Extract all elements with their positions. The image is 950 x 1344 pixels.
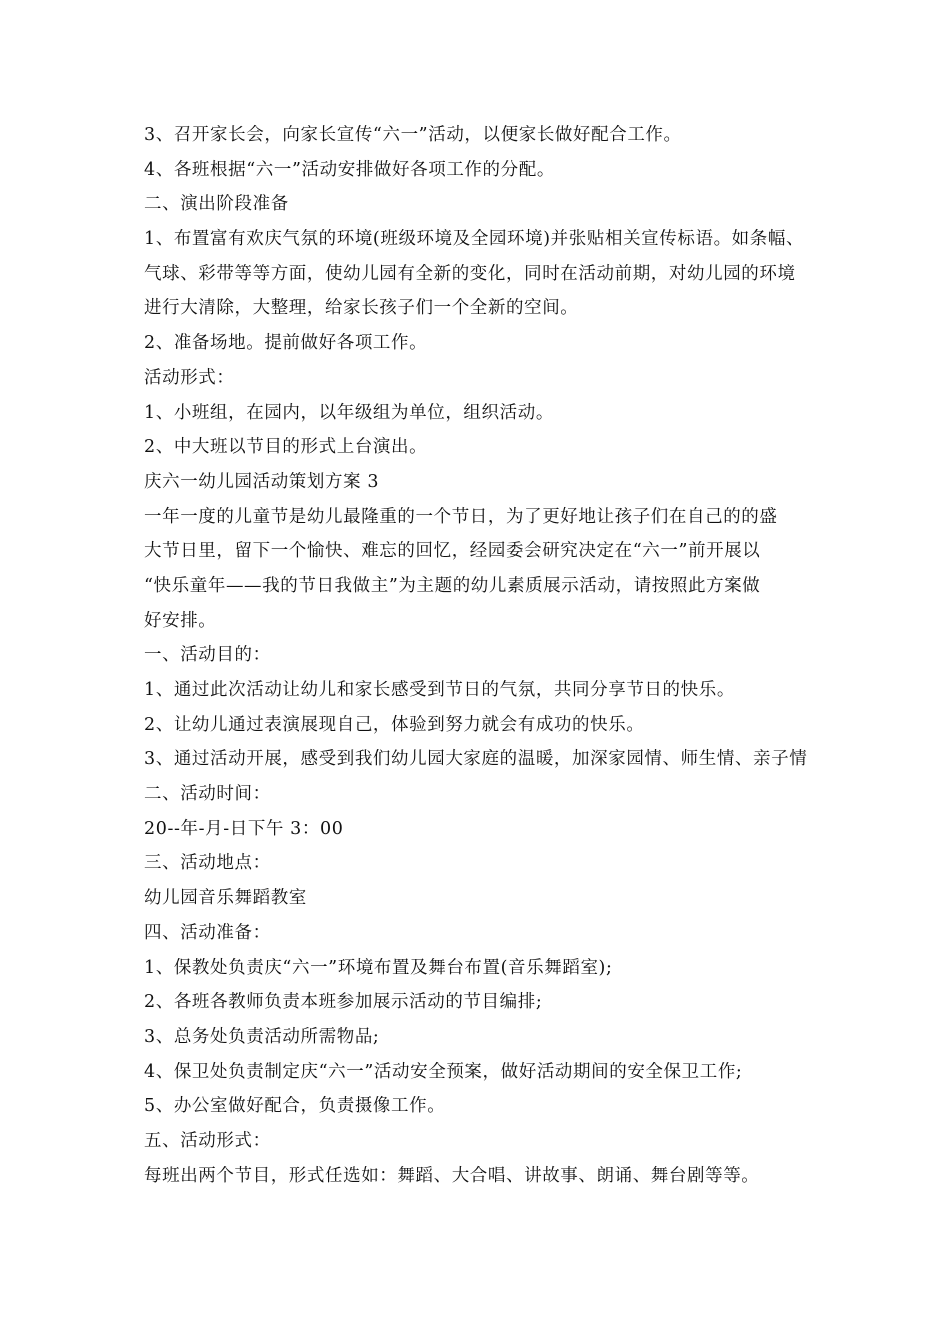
section-heading: 四、活动准备： [144, 922, 271, 943]
document-body [144, 118, 824, 1193]
section-heading: 五、活动形式： [144, 1130, 271, 1151]
text-line: 5、办公室做好配合，负责摄像工作。 [144, 1096, 446, 1117]
text-line: 1、保教处负责庆“六一”环境布置及舞台布置(音乐舞蹈室); [144, 957, 613, 978]
text-line: 每班出两个节目，形式任选如：舞蹈、大合唱、讲故事、朗诵、舞台剧等等。 [144, 1165, 760, 1186]
text-line: 好安排。 [144, 610, 217, 631]
text-line: 2、中大班以节目的形式上台演出。 [144, 437, 428, 458]
section-heading: 二、演出阶段准备 [144, 194, 289, 215]
text-line: 4、各班根据“六一”活动安排做好各项工作的分配。 [144, 159, 555, 180]
section-heading: 三、活动地点： [144, 853, 271, 874]
text-line: 3、通过活动开展，感受到我们幼儿园大家庭的温暖，加深家园情、师生情、亲子情 [144, 749, 808, 770]
text-line: 1、布置富有欢庆气氛的环境(班级环境及全园环境)并张贴相关宣传标语。如条幅、 [144, 229, 805, 250]
text-line: 2、让幼儿通过表演展现自己，体验到努力就会有成功的快乐。 [144, 714, 645, 735]
section-heading: 二、活动时间： [144, 784, 271, 805]
text-line: 3、召开家长会，向家长宣传“六一”活动，以便家长做好配合工作。 [144, 125, 682, 145]
text-line: 一年一度的儿童节是幼儿最隆重的一个节日，为了更好地让孩子们在自己的的盛 [144, 506, 778, 527]
text-line: 1、通过此次活动让幼儿和家长感受到节日的气氛，共同分享节日的快乐。 [144, 680, 735, 700]
text-line: 1、小班组，在园内，以年级组为单位，组织活动。 [144, 402, 554, 423]
section-heading: 一、活动目的： [144, 645, 271, 666]
text-line: 大节日里，留下一个愉快、难忘的回忆，经园委会研究决定在“六一”前开展以 [144, 541, 761, 562]
text-line: 进行大清除，大整理，给家长孩子们一个全新的空间。 [144, 298, 579, 319]
text-line: 2、各班各教师负责本班参加展示活动的节目编排; [144, 992, 543, 1013]
text-line: 20--年-月-日下午 3：00 [144, 818, 344, 839]
text-line: “快乐童年——我的节日我做主”为主题的幼儿素质展示活动，请按照此方案做 [144, 575, 761, 596]
text-line: 2、准备场地。提前做好各项工作。 [144, 333, 428, 354]
text-line: 3、总务处负责活动所需物品; [144, 1026, 380, 1047]
document-title: 庆六一幼儿园活动策划方案 3 [144, 471, 380, 492]
text-line: 幼儿园音乐舞蹈教室 [144, 888, 307, 909]
text-line: 气球、彩带等等方面，使幼儿园有全新的变化，同时在活动前期，对幼儿园的环境 [144, 263, 796, 284]
section-heading: 活动形式： [144, 367, 235, 388]
text-line: 4、保卫处负责制定庆“六一”活动安全预案，做好活动期间的安全保卫工作; [144, 1061, 743, 1082]
